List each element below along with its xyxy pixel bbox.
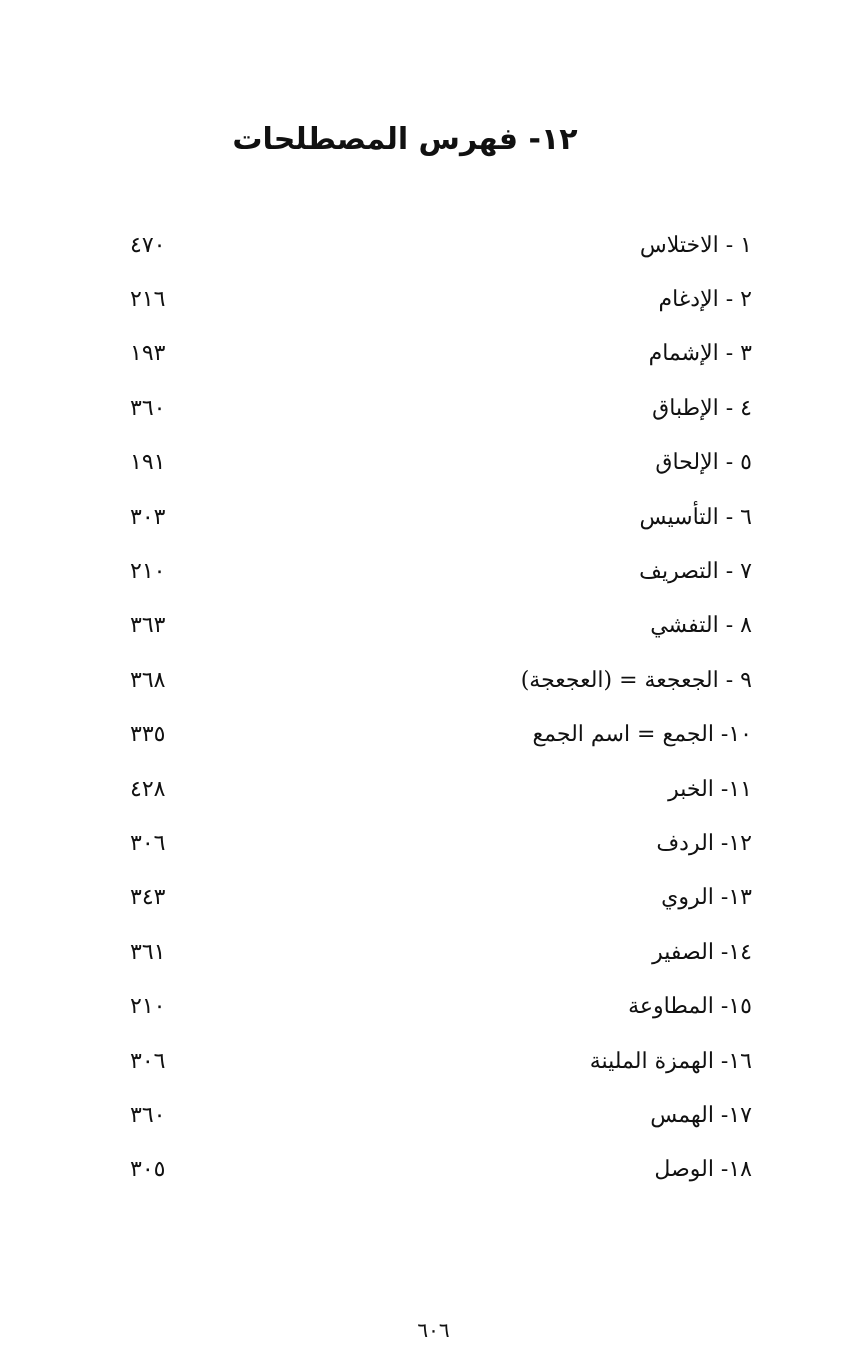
entry-page-number: ٣٠٥ [130,1157,166,1183]
index-entry [130,218,752,272]
entry-term: ٣ - الإشمام [648,341,752,367]
entry-term: ١ - الاختلاس [639,232,752,258]
index-entry [130,436,752,490]
page-title: ١٢- فهرس المصطلحات [232,122,578,157]
entry-page-number: ٣٦٣ [130,613,166,639]
entry-page-number: ٤٧٠ [130,232,166,258]
index-entry [130,327,752,381]
entry-term: ١١- الخبر [668,776,752,802]
index-entry [130,544,752,598]
entry-page-number: ٣٠٣ [130,504,166,530]
entry-term: ١٧- الهمس [650,1102,752,1128]
entry-page-number: ٢١٦ [130,287,166,313]
entry-page-number: ٣٦٠ [130,1102,166,1128]
entry-term: ١٤- الصفير [652,939,752,965]
entry-term: ٧ - التصريف [639,559,752,585]
entry-page-number: ١٩٣ [130,341,166,367]
entry-page-number: ٢١٠ [130,559,166,585]
index-entry [130,871,752,925]
entry-page-number: ٢١٠ [130,994,166,1020]
index-entry [130,653,752,707]
entry-term: ٥ - الإلحاق [655,450,752,476]
entry-page-number: ٣٦٠ [130,395,166,421]
entry-term: ٨ - التفشي [650,613,752,639]
entry-page-number: ٣٠٦ [130,830,166,856]
index-entry [130,1088,752,1142]
index-entry [130,381,752,435]
entry-term: ١٣- الروي [661,885,752,911]
entry-page-number: ٣٦١ [130,939,166,965]
entry-term: ١٠- الجمع = اسم الجمع [532,722,752,748]
entry-page-number: ٣٤٣ [130,885,166,911]
index-entry [130,1034,752,1088]
index-entry [130,979,752,1033]
entry-page-number: ٣٦٨ [130,667,166,693]
index-entry [130,708,752,762]
index-entry [130,599,752,653]
index-entry [130,272,752,326]
entry-term: ٢ - الإدغام [658,287,752,313]
entry-term: ١٨- الوصل [654,1157,752,1183]
entry-page-number: ١٩١ [130,450,166,476]
entry-page-number: ٣٣٥ [130,722,166,748]
index-list [130,218,752,1197]
index-entry [130,1143,752,1197]
entry-page-number: ٣٠٦ [130,1048,166,1074]
entry-term: ١٥- المطاوعة [628,994,752,1020]
index-entry [130,816,752,870]
index-entry [130,762,752,816]
index-entry [130,925,752,979]
entry-page-number: ٤٢٨ [130,776,166,802]
entry-term: ١٦- الهمزة الملينة [589,1048,752,1074]
page-number: ٦٠٦ [417,1318,450,1342]
entry-term: ٤ - الإطباق [652,395,752,421]
entry-term: ٩ - الجعجعة = (العجعجة) [520,667,752,693]
entry-term: ٦ - التأسيس [639,504,752,530]
entry-term: ١٢- الردف [656,830,752,856]
index-entry [130,490,752,544]
